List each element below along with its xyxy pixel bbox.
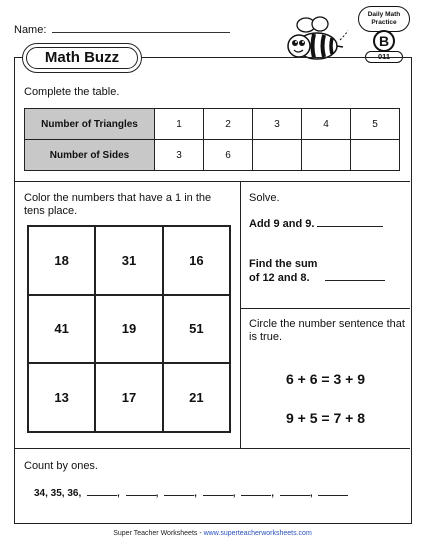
page-title: Math Buzz xyxy=(26,47,138,69)
count-blank[interactable] xyxy=(318,487,348,496)
answer-blank[interactable] xyxy=(317,217,383,227)
circle-prompt: Circle the number sentence that is true. xyxy=(249,318,405,343)
count-blank[interactable] xyxy=(280,487,310,496)
table-prompt: Complete the table. xyxy=(24,86,120,98)
circle-section xyxy=(241,309,410,448)
grid-cell[interactable]: 51 xyxy=(163,295,230,364)
count-blank[interactable] xyxy=(126,487,156,496)
table-cell: 6 xyxy=(204,140,253,171)
number-sentence-2[interactable]: 9 + 5 = 7 + 8 xyxy=(285,410,365,426)
grid-cell[interactable]: 21 xyxy=(163,363,230,432)
color-prompt: Color the numbers that have a 1 in the tens place. xyxy=(24,192,212,217)
grid-cell[interactable]: 31 xyxy=(95,226,162,295)
add-question-text: Add 9 and 9. xyxy=(249,218,315,230)
count-blank[interactable] xyxy=(241,487,271,496)
answer-cell[interactable] xyxy=(253,140,302,171)
sum-question xyxy=(249,257,385,285)
grid-cell[interactable]: 16 xyxy=(163,226,230,295)
grid-cell[interactable]: 19 xyxy=(95,295,162,364)
answer-blank[interactable] xyxy=(325,271,385,281)
number-sentence-1[interactable]: 6 + 6 = 3 + 9 xyxy=(285,371,365,387)
sum-question-line2: of 12 and 8. xyxy=(249,272,310,284)
triangle-table xyxy=(24,108,400,171)
add-question xyxy=(249,217,383,230)
grid-cell[interactable]: 41 xyxy=(28,295,95,364)
badge-number: 011 xyxy=(365,51,403,63)
count-section xyxy=(15,448,410,522)
badge-letter: B xyxy=(373,30,395,52)
answer-cell[interactable] xyxy=(302,140,351,171)
number-grid xyxy=(27,225,231,433)
grid-cell[interactable]: 18 xyxy=(28,226,95,295)
title-badge xyxy=(22,43,142,73)
sum-question-line1: Find the sum xyxy=(249,258,318,270)
table-cell: 5 xyxy=(351,109,400,140)
worksheet xyxy=(14,57,412,524)
grid-cell[interactable]: 17 xyxy=(95,363,162,432)
row-header: Number of Sides xyxy=(25,140,155,171)
given-numbers: 34, 35, 36, xyxy=(34,488,82,499)
count-blank[interactable] xyxy=(164,487,194,496)
count-prompt: Count by ones. xyxy=(24,460,98,472)
color-section xyxy=(15,182,241,448)
solve-section xyxy=(241,182,410,309)
name-row xyxy=(14,24,230,36)
name-label: Name: xyxy=(14,24,47,36)
daily-math-badge xyxy=(356,4,412,62)
grid-cell[interactable]: 13 xyxy=(28,363,95,432)
table-row xyxy=(25,140,400,171)
count-blank[interactable] xyxy=(87,487,117,496)
footer-text: Super Teacher Worksheets - xyxy=(113,530,204,537)
footer-link[interactable]: www.superteacherworksheets.com xyxy=(203,530,312,537)
table-cell: 2 xyxy=(204,109,253,140)
table-cell: 3 xyxy=(155,140,204,171)
name-field[interactable] xyxy=(52,24,230,33)
table-cell: 4 xyxy=(302,109,351,140)
answer-cell[interactable] xyxy=(351,140,400,171)
table-row xyxy=(25,109,400,140)
count-sequence: 34, 35, 36, , , , , , , xyxy=(34,487,348,499)
solve-prompt: Solve. xyxy=(249,192,280,204)
table-cell: 1 xyxy=(155,109,204,140)
badge-label: Daily Math Practice xyxy=(358,6,410,32)
table-section xyxy=(15,58,410,182)
row-header: Number of Triangles xyxy=(25,109,155,140)
footer xyxy=(0,530,425,537)
table-cell: 3 xyxy=(253,109,302,140)
count-blank[interactable] xyxy=(203,487,233,496)
